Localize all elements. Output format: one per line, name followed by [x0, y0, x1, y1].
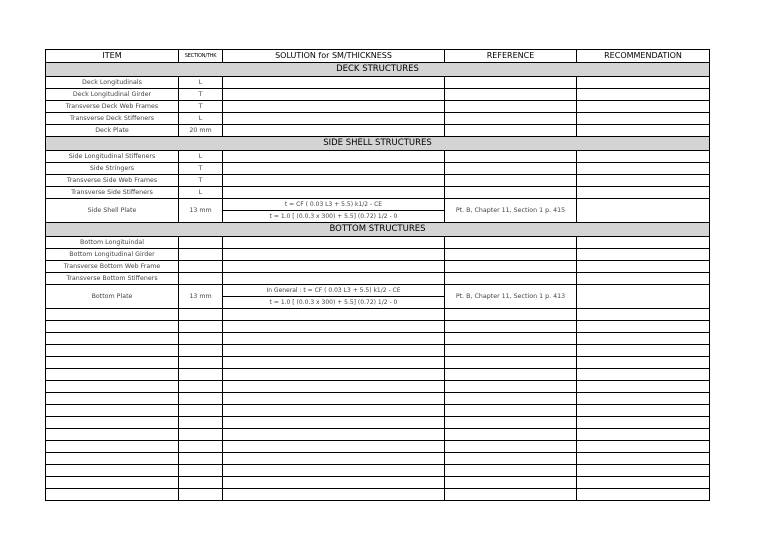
empty-cell — [223, 417, 445, 429]
empty-cell — [46, 429, 179, 441]
empty-cell — [223, 309, 445, 321]
solution-cell — [223, 77, 445, 89]
solution-formula-line1: t = CF ( 0.03 L3 + 5.5) k1/2 - CE — [223, 199, 445, 211]
empty-row — [46, 321, 710, 333]
empty-cell — [46, 333, 179, 345]
section-cell: 13 mm — [179, 199, 223, 223]
reference-cell — [445, 77, 577, 89]
empty-cell — [445, 321, 577, 333]
solution-cell — [223, 261, 445, 273]
recommendation-cell — [577, 273, 710, 285]
empty-row — [46, 369, 710, 381]
reference-cell — [445, 113, 577, 125]
solution-cell — [223, 187, 445, 199]
item-cell: Transverse Deck Stiffeners — [46, 113, 179, 125]
empty-cell — [179, 393, 223, 405]
item-cell: Transverse Deck Web Frames — [46, 101, 179, 113]
empty-cell — [445, 489, 577, 501]
empty-row — [46, 453, 710, 465]
table-row — [46, 125, 710, 137]
empty-cell — [46, 309, 179, 321]
recommendation-cell — [577, 285, 710, 309]
empty-cell — [46, 465, 179, 477]
empty-cell — [577, 477, 710, 489]
reference-cell — [445, 237, 577, 249]
empty-cell — [46, 417, 179, 429]
reference-cell: Pt. B, Chapter 11, Section 1 p. 415 — [445, 199, 577, 223]
solution-cell — [223, 249, 445, 261]
solution-cell — [223, 175, 445, 187]
empty-cell — [577, 321, 710, 333]
empty-row — [46, 441, 710, 453]
solution-formula-line2: t = 1.0 [ (0.0.3 x 300) + 5.5] (0.72) 1/2 - 0 — [223, 297, 445, 309]
empty-cell — [223, 429, 445, 441]
recommendation-cell — [577, 101, 710, 113]
empty-cell — [577, 357, 710, 369]
empty-cell — [46, 393, 179, 405]
empty-cell — [46, 369, 179, 381]
recommendation-cell — [577, 151, 710, 163]
recommendation-cell — [577, 125, 710, 137]
recommendation-cell — [577, 163, 710, 175]
empty-cell — [179, 309, 223, 321]
section-bottom — [46, 223, 710, 237]
section-title-bottom: BOTTOM STRUCTURES — [46, 223, 710, 237]
empty-cell — [46, 321, 179, 333]
empty-cell — [223, 441, 445, 453]
section-cell: 13 mm — [179, 285, 223, 309]
empty-cell — [445, 465, 577, 477]
item-cell: Transverse Bottom Web Frame — [46, 261, 179, 273]
table-row — [46, 249, 710, 261]
empty-row — [46, 417, 710, 429]
reference-cell: Pt. B, Chapter 11, Section 1 p. 413 — [445, 285, 577, 309]
section-deck — [46, 63, 710, 77]
empty-cell — [179, 417, 223, 429]
solution-cell — [223, 273, 445, 285]
empty-cell — [577, 345, 710, 357]
table-row — [46, 89, 710, 101]
empty-cell — [445, 417, 577, 429]
empty-cell — [46, 345, 179, 357]
section-cell — [179, 273, 223, 285]
blank-rows — [46, 309, 710, 501]
table-row — [46, 77, 710, 89]
empty-cell — [46, 381, 179, 393]
section-cell: 20 mm — [179, 125, 223, 137]
empty-cell — [445, 453, 577, 465]
header-section: SECTION/THK — [179, 50, 223, 63]
empty-cell — [577, 429, 710, 441]
section-cell: T — [179, 175, 223, 187]
empty-cell — [445, 477, 577, 489]
empty-cell — [577, 417, 710, 429]
empty-row — [46, 333, 710, 345]
recommendation-cell — [577, 237, 710, 249]
empty-cell — [179, 453, 223, 465]
empty-cell — [179, 429, 223, 441]
empty-cell — [445, 345, 577, 357]
empty-cell — [445, 381, 577, 393]
item-cell: Transverse Side Web Frames — [46, 175, 179, 187]
reference-cell — [445, 273, 577, 285]
empty-cell — [179, 321, 223, 333]
item-cell: Bottom Longituindal — [46, 237, 179, 249]
item-cell: Deck Plate — [46, 125, 179, 137]
empty-cell — [179, 489, 223, 501]
empty-cell — [577, 393, 710, 405]
solution-cell — [223, 125, 445, 137]
item-cell: Bottom Plate — [46, 285, 179, 309]
section-cell — [179, 249, 223, 261]
section-cell: L — [179, 151, 223, 163]
solution-cell — [223, 163, 445, 175]
header-reference: REFERENCE — [445, 50, 577, 63]
reference-cell — [445, 187, 577, 199]
section-title-side: SIDE SHELL STRUCTURES — [46, 137, 710, 151]
empty-cell — [445, 309, 577, 321]
reference-cell — [445, 151, 577, 163]
structure-table — [45, 49, 710, 501]
empty-cell — [179, 345, 223, 357]
empty-cell — [179, 441, 223, 453]
solution-cell — [223, 151, 445, 163]
item-cell: Transverse Side Stiffeners — [46, 187, 179, 199]
empty-row — [46, 477, 710, 489]
section-side — [46, 137, 710, 151]
section-cell: L — [179, 77, 223, 89]
empty-cell — [577, 441, 710, 453]
empty-cell — [223, 369, 445, 381]
empty-cell — [179, 369, 223, 381]
section-title-deck: DECK STRUCTURES — [46, 63, 710, 77]
recommendation-cell — [577, 77, 710, 89]
empty-cell — [223, 381, 445, 393]
empty-cell — [577, 309, 710, 321]
section-cell: T — [179, 163, 223, 175]
recommendation-cell — [577, 187, 710, 199]
table-row — [46, 261, 710, 273]
reference-cell — [445, 101, 577, 113]
empty-cell — [179, 477, 223, 489]
table-row — [46, 151, 710, 163]
item-cell: Deck Longitudinal Girder — [46, 89, 179, 101]
reference-cell — [445, 249, 577, 261]
empty-cell — [46, 357, 179, 369]
header-recommendation: RECOMMENDATION — [577, 50, 710, 63]
empty-cell — [445, 393, 577, 405]
empty-row — [46, 429, 710, 441]
table-row — [46, 113, 710, 125]
reference-cell — [445, 89, 577, 101]
recommendation-cell — [577, 89, 710, 101]
empty-cell — [445, 357, 577, 369]
item-cell: Deck Longitudinals — [46, 77, 179, 89]
empty-cell — [577, 489, 710, 501]
reference-cell — [445, 125, 577, 137]
item-cell: Bottom Longitudinal Girder — [46, 249, 179, 261]
table-row — [46, 187, 710, 199]
solution-cell — [223, 89, 445, 101]
empty-cell — [577, 405, 710, 417]
section-cell: L — [179, 113, 223, 125]
recommendation-cell — [577, 199, 710, 223]
solution-cell — [223, 113, 445, 125]
header-row — [46, 50, 710, 63]
section-cell: T — [179, 101, 223, 113]
empty-cell — [577, 453, 710, 465]
empty-cell — [179, 357, 223, 369]
empty-row — [46, 405, 710, 417]
item-cell: Side Stringers — [46, 163, 179, 175]
empty-cell — [445, 405, 577, 417]
empty-cell — [223, 345, 445, 357]
table-row — [46, 273, 710, 285]
empty-cell — [223, 321, 445, 333]
table-row-side-plate — [46, 199, 710, 211]
empty-cell — [223, 453, 445, 465]
recommendation-cell — [577, 249, 710, 261]
empty-cell — [223, 489, 445, 501]
empty-cell — [223, 405, 445, 417]
header-item: ITEM — [46, 50, 179, 63]
item-cell: Side Longitudinal Stiffeners — [46, 151, 179, 163]
empty-cell — [179, 465, 223, 477]
table-row — [46, 237, 710, 249]
table-row-bottom-plate — [46, 285, 710, 297]
section-cell: L — [179, 187, 223, 199]
solution-formula-line2: t = 1.0 [ (0.0.3 x 300) + 5.5] (0.72) 1/2 - 0 — [223, 211, 445, 223]
section-cell — [179, 237, 223, 249]
empty-cell — [46, 489, 179, 501]
table-row — [46, 163, 710, 175]
empty-cell — [577, 333, 710, 345]
empty-row — [46, 465, 710, 477]
reference-cell — [445, 261, 577, 273]
empty-cell — [46, 405, 179, 417]
empty-cell — [445, 441, 577, 453]
empty-cell — [445, 429, 577, 441]
empty-cell — [179, 405, 223, 417]
empty-row — [46, 309, 710, 321]
empty-row — [46, 393, 710, 405]
recommendation-cell — [577, 175, 710, 187]
empty-cell — [223, 465, 445, 477]
section-cell — [179, 261, 223, 273]
empty-cell — [179, 333, 223, 345]
table-row — [46, 175, 710, 187]
item-cell: Side Shell Plate — [46, 199, 179, 223]
empty-cell — [445, 333, 577, 345]
solution-formula-line1: In General : t = CF ( 0.03 L3 + 5.5) k1/2 - CE — [223, 285, 445, 297]
empty-row — [46, 489, 710, 501]
header-solution: SOLUTION for SM/THICKNESS — [223, 50, 445, 63]
empty-row — [46, 357, 710, 369]
empty-cell — [223, 357, 445, 369]
empty-cell — [577, 381, 710, 393]
empty-cell — [223, 393, 445, 405]
solution-cell — [223, 237, 445, 249]
empty-cell — [223, 333, 445, 345]
recommendation-cell — [577, 113, 710, 125]
empty-cell — [577, 465, 710, 477]
table-row — [46, 101, 710, 113]
empty-cell — [46, 477, 179, 489]
section-cell: T — [179, 89, 223, 101]
empty-cell — [46, 441, 179, 453]
reference-cell — [445, 175, 577, 187]
item-cell: Transverse Bottom Stiffeners — [46, 273, 179, 285]
empty-cell — [223, 477, 445, 489]
reference-cell — [445, 163, 577, 175]
empty-row — [46, 381, 710, 393]
empty-cell — [445, 369, 577, 381]
recommendation-cell — [577, 261, 710, 273]
empty-cell — [179, 381, 223, 393]
empty-cell — [577, 369, 710, 381]
empty-row — [46, 345, 710, 357]
empty-cell — [46, 453, 179, 465]
solution-cell — [223, 101, 445, 113]
